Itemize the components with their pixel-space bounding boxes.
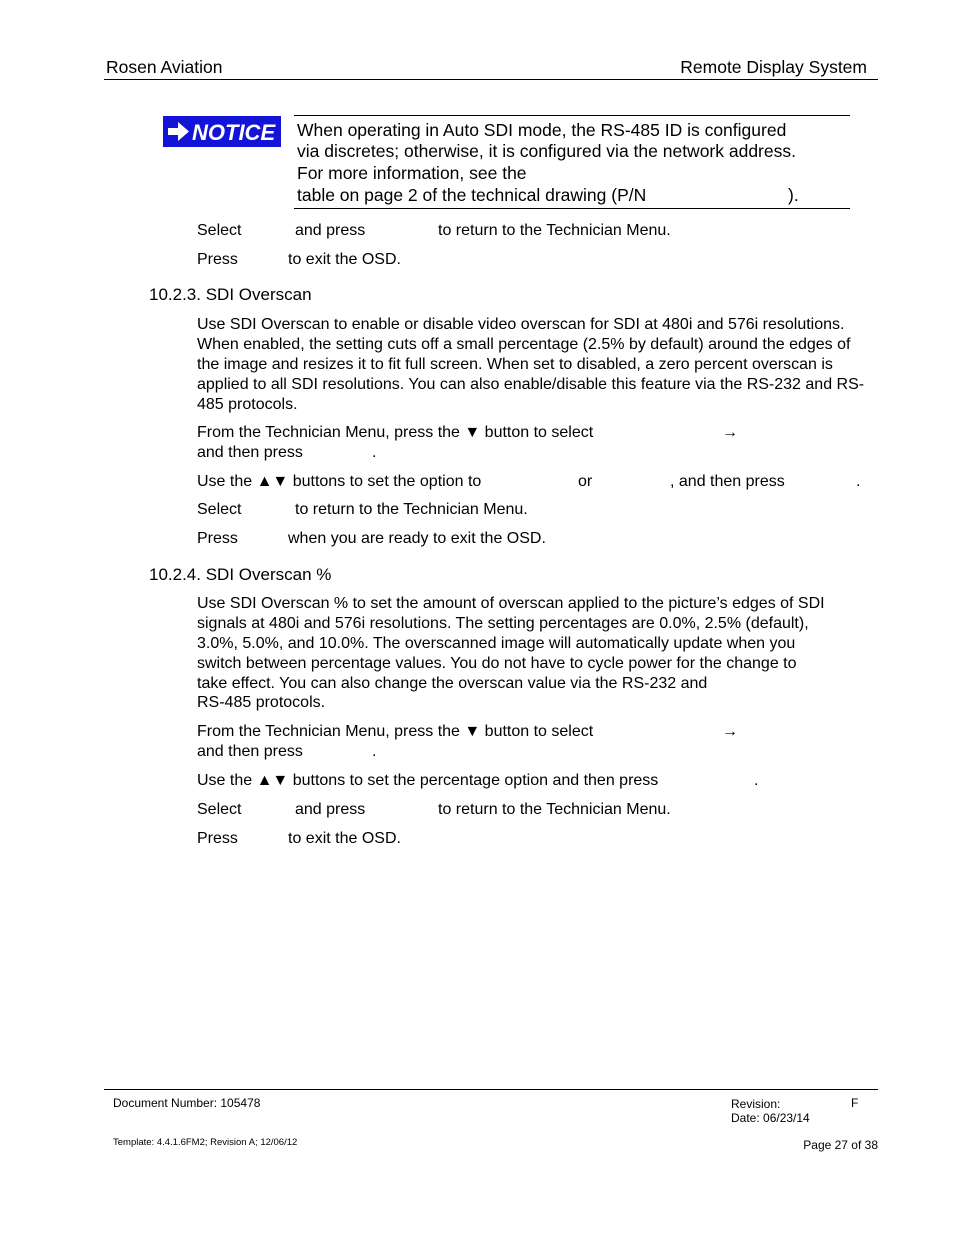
step-text: and press [295, 222, 366, 239]
notice-badge-text: NOTICE [192, 120, 276, 145]
footer-template: Template: 4.4.1.6FM2; Revision A; 12/06/12 [113, 1137, 298, 1148]
section-1024-description-line: switch between percentage values. You do not have to cycle power for the change to [197, 655, 797, 672]
step-text: to return to the Technician Menu. [438, 222, 671, 239]
header-rule [104, 79, 878, 80]
step-text: Press [197, 530, 238, 547]
step-text: . [856, 473, 861, 490]
notice-line-1: When operating in Auto SDI mode, the RS-485 ID is configured [297, 120, 787, 140]
right-arrow-icon: → [722, 424, 738, 441]
section-heading-1024: 10.2.4. SDI Overscan % [149, 565, 332, 584]
step-text: , and then press [670, 473, 785, 490]
step-text: and then press [197, 743, 303, 760]
right-arrow-icon: → [722, 723, 738, 740]
section-heading-1023: 10.2.3. SDI Overscan [149, 285, 312, 304]
section-1024-description-line: 3.0%, 5.0%, and 10.0%. The overscanned image will automatically update when you [197, 635, 796, 652]
notice-bottom-rule [294, 208, 850, 209]
section-1024-description-line: Use SDI Overscan % to set the amount of overscan applied to the picture’s edges of SDI [197, 595, 825, 612]
notice-line-4-end: ). [788, 185, 799, 205]
step-text: when you are ready to exit the OSD. [288, 530, 546, 547]
step-text: . [372, 743, 377, 760]
step-text: to return to the Technician Menu. [438, 801, 671, 818]
notice-badge [163, 116, 281, 147]
header-left: Rosen Aviation [106, 57, 223, 77]
footer-revision-label: Revision: [731, 1097, 781, 1111]
notice-line-2: via discretes; otherwise, it is configured via the network address. [297, 141, 796, 161]
step-text: From the Technician Menu, press the ▼ button to select [197, 723, 594, 740]
step-text: to exit the OSD. [288, 251, 401, 268]
step-text: to return to the Technician Menu. [295, 501, 528, 518]
step-text: and then press [197, 444, 303, 461]
step-text: . [372, 444, 377, 461]
step-text: Press [197, 830, 238, 847]
section-1024-description-line: signals at 480i and 576i resolutions. The setting percentages are 0.0%, 2.5% (default), [197, 615, 809, 632]
section-1023-description: Use SDI Overscan to enable or disable video overscan for SDI at 480i and 576i resolutions. When enabled, the setting cuts off a small percentage (2.5% by default) around the edges of the image and resizes it to fit full screen. When set to disabled, a zero percent overscan is applied to all SDI resolutions. You can also enable/disable this feature via the RS-232 and RS-485 protocols. [197, 316, 865, 413]
footer-revision-value: F [851, 1096, 859, 1110]
notice-line-4: table on page 2 of the technical drawing (P/N [297, 185, 647, 205]
section-1024-description-line: take effect. You can also change the overscan value via the RS-232 and [197, 675, 708, 692]
step-text: Select [197, 501, 242, 518]
section-1024-description-line: RS-485 protocols. [197, 694, 326, 711]
footer-rule [104, 1089, 878, 1090]
step-text: Use the ▲▼ buttons to set the option to [197, 473, 482, 490]
header-right: Remote Display System [680, 57, 867, 77]
step-text: to exit the OSD. [288, 830, 401, 847]
footer-doc-number: Document Number: 105478 [113, 1096, 261, 1110]
step-text: or [578, 473, 593, 490]
step-text: Press [197, 251, 238, 268]
footer-page-number: Page 27 of 38 [803, 1138, 878, 1152]
notice-top-rule [294, 115, 850, 116]
footer-date: Date: 06/23/14 [731, 1111, 810, 1125]
step-text: Use the ▲▼ buttons to set the percentage option and then press [197, 772, 659, 789]
step-text: Select [197, 222, 242, 239]
notice-line-3: For more information, see the [297, 163, 527, 183]
step-text: Select [197, 801, 242, 818]
step-text: and press [295, 801, 366, 818]
step-text: From the Technician Menu, press the ▼ button to select [197, 424, 594, 441]
notice-arrow-icon [163, 116, 281, 147]
step-text: . [754, 772, 759, 789]
